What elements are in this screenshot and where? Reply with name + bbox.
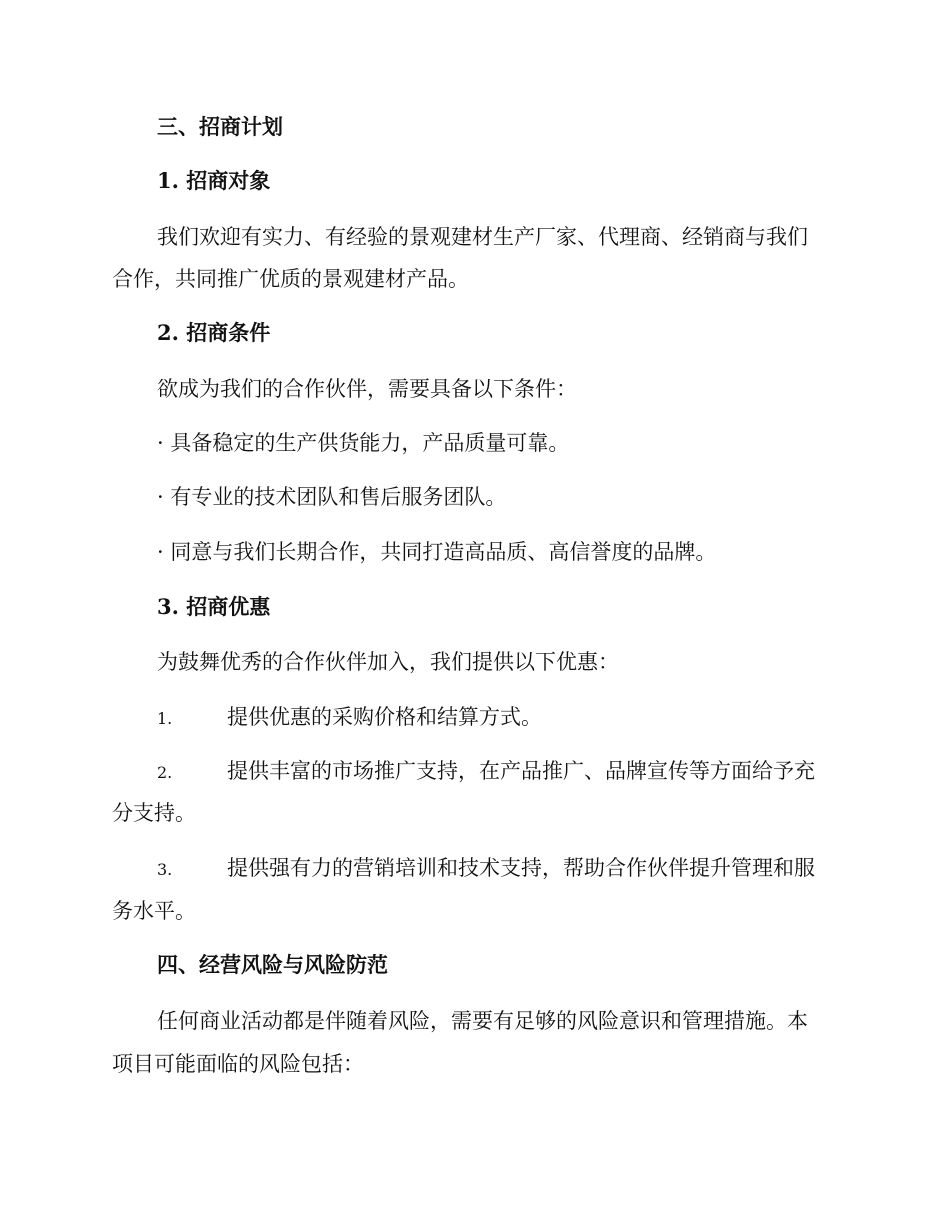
benefit-item-1 — [157, 702, 542, 734]
sub2-heading: 2. 招商条件 — [157, 320, 271, 345]
condition-bullet-1: · 具备稳定的生产供货能力，产品质量可靠。 — [157, 431, 570, 455]
benefit-item-3 — [157, 853, 815, 885]
sub1-paragraph-line2: 合作，共同推广优质的景观建材产品。 — [112, 267, 469, 291]
condition-bullet-2: · 有专业的技术团队和售后服务团队。 — [157, 485, 507, 509]
benefit-text-2-line1: 提供丰富的市场推广支持，在产品推广、品牌宣传等方面给予充 — [227, 759, 815, 783]
section4-paragraph-line2: 项目可能面临的风险包括： — [112, 1052, 364, 1076]
section4-paragraph-line1: 任何商业活动都是伴随着风险，需要有足够的风险意识和管理措施。本 — [157, 1009, 808, 1033]
sub1-paragraph-line1: 我们欢迎有实力、有经验的景观建材生产厂家、代理商、经销商与我们 — [157, 225, 808, 249]
section3-heading: 三、招商计划 — [157, 114, 283, 139]
sub1-heading: 1. 招商对象 — [157, 168, 271, 193]
benefit-text-2-line2: 分支持。 — [112, 801, 196, 825]
benefit-item-2 — [157, 756, 815, 788]
benefit-number-3: 3. — [157, 860, 173, 879]
sub2-intro: 欲成为我们的合作伙伴，需要具备以下条件： — [157, 377, 577, 401]
condition-bullet-3: · 同意与我们长期合作，共同打造高品质、高信誉度的品牌。 — [157, 540, 717, 564]
benefit-number-1: 1. — [157, 709, 173, 728]
benefit-text-3-line2: 务水平。 — [112, 899, 196, 923]
benefit-text-1: 提供优惠的采购价格和结算方式。 — [227, 705, 542, 729]
section4-heading: 四、经营风险与风险防范 — [157, 952, 388, 977]
benefit-text-3-line1: 提供强有力的营销培训和技术支持，帮助合作伙伴提升管理和服 — [227, 856, 815, 880]
benefit-number-2: 2. — [157, 763, 173, 782]
sub3-heading: 3. 招商优惠 — [157, 594, 271, 619]
sub3-intro: 为鼓舞优秀的合作伙伴加入，我们提供以下优惠： — [157, 650, 619, 674]
